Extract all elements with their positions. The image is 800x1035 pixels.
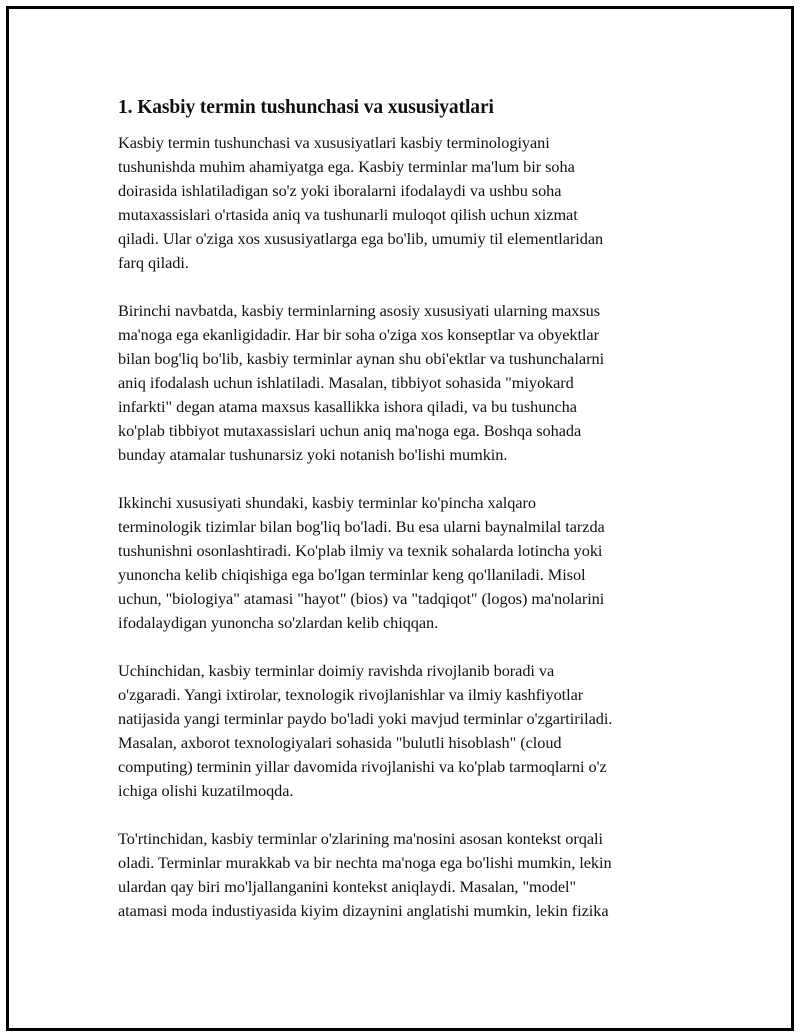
text-line: doirasida ishlatiladigan so'z yoki iboralarni ifodalaydi va ushbu soha [118, 181, 562, 200]
section-heading: 1. Kasbiy termin tushunchasi va xususiyatlari [118, 97, 494, 118]
text-line: Ikkinchi xususiyati shundaki, kasbiy terminlar ko'pincha xalqaro [118, 493, 536, 512]
text-line: atamasi moda industiyasida kiyim dizaynini anglatishi mumkin, lekin fizika [118, 901, 609, 920]
text-line: tushunishda muhim ahamiyatga ega. Kasbiy terminlar ma'lum bir soha [118, 157, 575, 176]
text-line: natijasida yangi terminlar paydo bo'ladi yoki mavjud terminlar o'zgartiriladi. [118, 709, 613, 728]
text-line: tushunishni osonlashtiradi. Ko'plab ilmiy va texnik sohalarda lotincha yoki [118, 541, 603, 560]
text-line: infarkti" degan atama maxsus kasallikka ishora qiladi, va bu tushuncha [118, 397, 577, 416]
text-line: yunoncha kelib chiqishiga ega bo'lgan terminlar keng qo'llaniladi. Misol [118, 565, 586, 584]
text-line: oladi. Terminlar murakkab va bir nechta ma'noga ega bo'lishi mumkin, lekin [118, 853, 612, 872]
text-line: uchun, "biologiya" atamasi "hayot" (bios) va "tadqiqot" (logos) ma'nolarini [118, 589, 605, 608]
text-line: ko'plab tibbiyot mutaxassislari uchun aniq ma'noga ega. Boshqa sohada [118, 421, 582, 440]
paragraph-5 [118, 827, 690, 923]
text-line: ma'noga ega ekanligidadir. Har bir soha o'ziga xos konseptlar va obyektlar [118, 325, 599, 344]
text-line: bunday atamalar tushunarsiz yoki notanish bo'lishi mumkin. [118, 445, 508, 464]
paragraph-4 [118, 659, 690, 803]
text-line: o'zgaradi. Yangi ixtirolar, texnologik rivojlanishlar va ilmiy kashfiyotlar [118, 685, 584, 704]
text-line: ulardan qay biri mo'ljallanganini kontekst aniqlaydi. Masalan, "model" [118, 877, 577, 896]
text-line: ifodalaydigan yunoncha so'zlardan kelib chiqqan. [118, 613, 439, 632]
text-line: computing) terminin yillar davomida rivojlanishi va ko'plab tarmoqlarni o'z [118, 757, 607, 776]
document-body [118, 95, 690, 947]
text-line: bilan bog'liq bo'lib, kasbiy terminlar aynan shu obi'ektlar va tushunchalarni [118, 349, 605, 368]
text-line: Uchinchidan, kasbiy terminlar doimiy ravishda rivojlanib boradi va [118, 661, 555, 680]
text-line: To'rtinchidan, kasbiy terminlar o'zlarining ma'nosini asosan kontekst orqali [118, 829, 603, 848]
paragraph-1 [118, 131, 690, 275]
paragraph-2 [118, 299, 690, 467]
text-line: terminologik tizimlar bilan bog'liq bo'ladi. Bu esa ularni baynalmilal tarzda [118, 517, 605, 536]
text-line: mutaxassislari o'rtasida aniq va tushunarli muloqot qilish uchun xizmat [118, 205, 578, 224]
text-line: qiladi. Ular o'ziga xos xususiyatlarga ega bo'lib, umumiy til elementlaridan [118, 229, 604, 248]
text-line: farq qiladi. [118, 253, 189, 272]
text-line: Birinchi navbatda, kasbiy terminlarning asosiy xususiyati ularning maxsus [118, 301, 600, 320]
text-line: Masalan, axborot texnologiyalari sohasida "bulutli hisoblash" (cloud [118, 733, 562, 752]
paragraph-3 [118, 491, 690, 635]
text-line: aniq ifodalash uchun ishlatiladi. Masalan, tibbiyot sohasida "miyokard [118, 373, 574, 392]
text-line: ichiga olishi kuzatilmoqda. [118, 781, 294, 800]
text-line: Kasbiy termin tushunchasi va xususiyatlari kasbiy terminologiyani [118, 133, 550, 152]
